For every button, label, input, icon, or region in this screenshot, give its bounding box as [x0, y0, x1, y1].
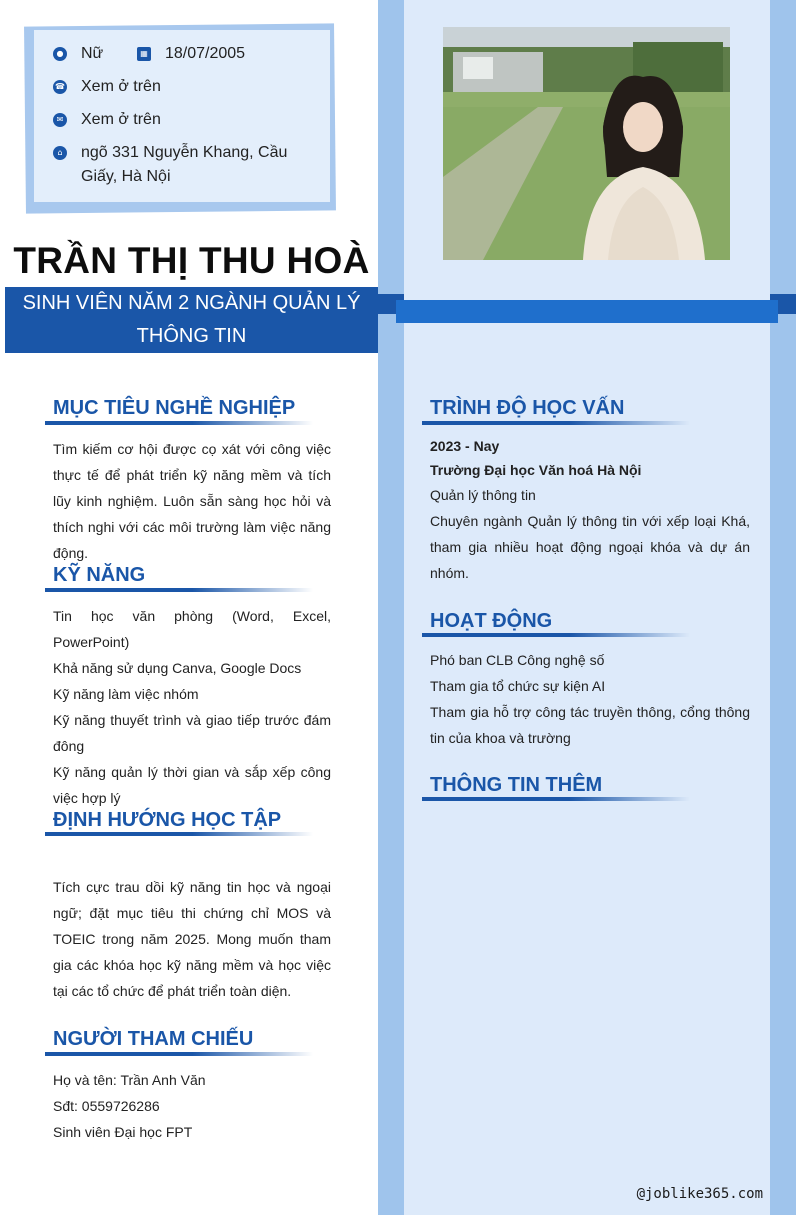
- education-block: [430, 434, 750, 586]
- section-underline: [45, 1052, 313, 1056]
- objective-text: Tìm kiếm cơ hội được cọ xát với công việc thực tế để phát triển kỹ năng mềm và tích lũy kinh nghiệm. Luôn sẵn sàng học hỏi và thích nghi với các môi trường làm việc năng động.: [53, 441, 331, 561]
- section-heading-education: TRÌNH ĐỘ HỌC VẤN: [430, 397, 625, 419]
- section-underline: [422, 633, 690, 637]
- activity-item: Phó ban CLB Công nghệ số: [430, 652, 605, 668]
- section-heading-objective: MỤC TIÊU NGHỀ NGHIỆP: [53, 397, 296, 419]
- profile-photo: [443, 27, 730, 260]
- reference-item: Sđt: 0559726286: [53, 1098, 160, 1114]
- activities-list: [430, 647, 750, 751]
- section-heading-activities: HOẠT ĐỘNG: [430, 610, 553, 632]
- section-underline: [45, 588, 313, 592]
- watermark-site: @joblike365.com: [636, 1186, 763, 1202]
- section-underline: [422, 421, 690, 425]
- education-desc: Chuyên ngành Quản lý thông tin với xếp loại Khá, tham gia nhiều hoạt động ngoại khóa và dự án nhóm.: [430, 513, 750, 581]
- reference-item: Họ và tên: Trần Anh Văn: [53, 1072, 206, 1088]
- birthday-value: 18/07/2005: [165, 45, 246, 62]
- calendar-icon: ▦: [137, 47, 151, 61]
- section-underline: [422, 797, 690, 801]
- accent-bar: [396, 300, 778, 323]
- candidate-name: TRẦN THỊ THU HOÀ: [13, 240, 370, 281]
- skill-item: Kỹ năng quản lý thời gian và sắp xếp công việc hợp lý: [53, 764, 331, 806]
- reference-list: [53, 1067, 331, 1145]
- info-row-phone: [48, 75, 316, 99]
- skills-list: [53, 603, 331, 811]
- contact-card: [34, 30, 330, 202]
- skill-item: Tin học văn phòng (Word, Excel, PowerPoint): [53, 608, 331, 650]
- info-row-gender-birthday: [48, 42, 316, 66]
- home-icon: ⌂: [53, 146, 67, 160]
- education-school: Trường Đại học Văn hoá Hà Nội: [430, 462, 642, 478]
- activity-item: Tham gia hỗ trợ công tác truyền thông, cổng thông tin của khoa và trường: [430, 704, 750, 746]
- address-value: ngõ 331 Nguyễn Khang, Cầu Giấy, Hà Nội: [81, 144, 288, 185]
- education-period: 2023 - Nay: [430, 438, 500, 454]
- person-icon: ●: [53, 47, 67, 61]
- education-major: Quản lý thông tin: [430, 487, 536, 503]
- gender-value: Nữ: [81, 45, 104, 62]
- section-heading-study: ĐỊNH HƯỚNG HỌC TẬP: [53, 809, 282, 831]
- phone-icon: ☎: [53, 80, 67, 94]
- phone-value: Xem ở trên: [81, 78, 161, 95]
- section-underline: [45, 421, 313, 425]
- section-underline: [45, 832, 313, 836]
- section-heading-reference: NGƯỜI THAM CHIẾU: [53, 1028, 254, 1050]
- info-row-address: [48, 141, 316, 189]
- activity-item: Tham gia tổ chức sự kiện AI: [430, 678, 606, 694]
- email-icon: ✉: [53, 113, 67, 127]
- email-value: Xem ở trên: [81, 111, 161, 128]
- skill-item: Khả năng sử dụng Canva, Google Docs: [53, 660, 302, 676]
- skill-item: Kỹ năng thuyết trình và giao tiếp trước đám đông: [53, 712, 331, 754]
- section-heading-skills: KỸ NĂNG: [53, 564, 146, 586]
- info-row-email: [48, 108, 316, 132]
- section-heading-more-info: THÔNG TIN THÊM: [430, 774, 603, 796]
- reference-item: Sinh viên Đại học FPT: [53, 1124, 193, 1140]
- study-text: Tích cực trau dồi kỹ năng tin học và ngoại ngữ; đặt mục tiêu thi chứng chỉ MOS và TOEIC trong năm 2025. Mong muốn tham gia các khóa học kỹ năng mềm và học việc tại các tổ chức để phát triển toàn diện.: [53, 879, 331, 999]
- candidate-title: SINH VIÊN NĂM 2 NGÀNH QUẢN LÝ THÔNG TIN: [5, 287, 378, 353]
- skill-item: Kỹ năng làm việc nhóm: [53, 686, 199, 702]
